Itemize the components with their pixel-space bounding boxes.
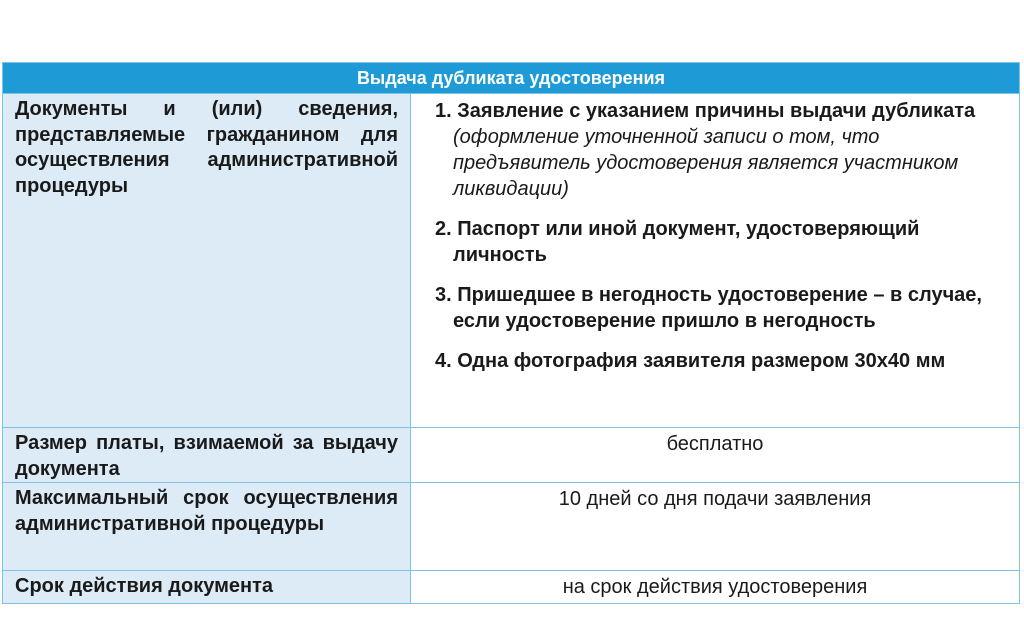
table-row-fee [3,428,1019,483]
row-label-max-term: Максимальный срок осуществления административной процедуры [3,483,411,570]
document-item-4: 4. Одна фотография заявителя размером 30х40 мм [435,350,946,372]
document-item-2: 2. Паспорт или иной документ, удостоверяющий личность [435,218,920,266]
table-title: Выдача дубликата удостоверения [3,63,1019,94]
table-row-documents [3,94,1019,428]
table-row-max-term [3,483,1019,571]
document-item-1-text: 1. Заявление с указанием причины выдачи дубликата [435,100,976,122]
row-value-fee: бесплатно [666,433,764,455]
table-row-validity [3,571,1019,603]
row-value-validity: на срок действия удостоверения [562,576,868,598]
document-item-1 [435,98,1005,202]
row-label-fee: Размер платы, взимаемой за выдачу документа [3,428,411,482]
row-label-validity: Срок действия документа [3,571,411,603]
document-item-1-note: (оформление уточненной записи о том, что предъявитель удостоверения является участником ликвидации) [453,126,959,200]
row-value-max-term: 10 дней со дня подачи заявления [558,488,872,510]
procedure-table [2,62,1020,604]
document-item-3: 3. Пришедшее в негодность удостоверение – в случае, если удостоверение пришло в негодность [435,284,982,332]
row-label-documents: Документы и (или) сведения, представляемые гражданином для осуществления административной процедуры [3,94,411,427]
documents-list [411,94,1019,427]
